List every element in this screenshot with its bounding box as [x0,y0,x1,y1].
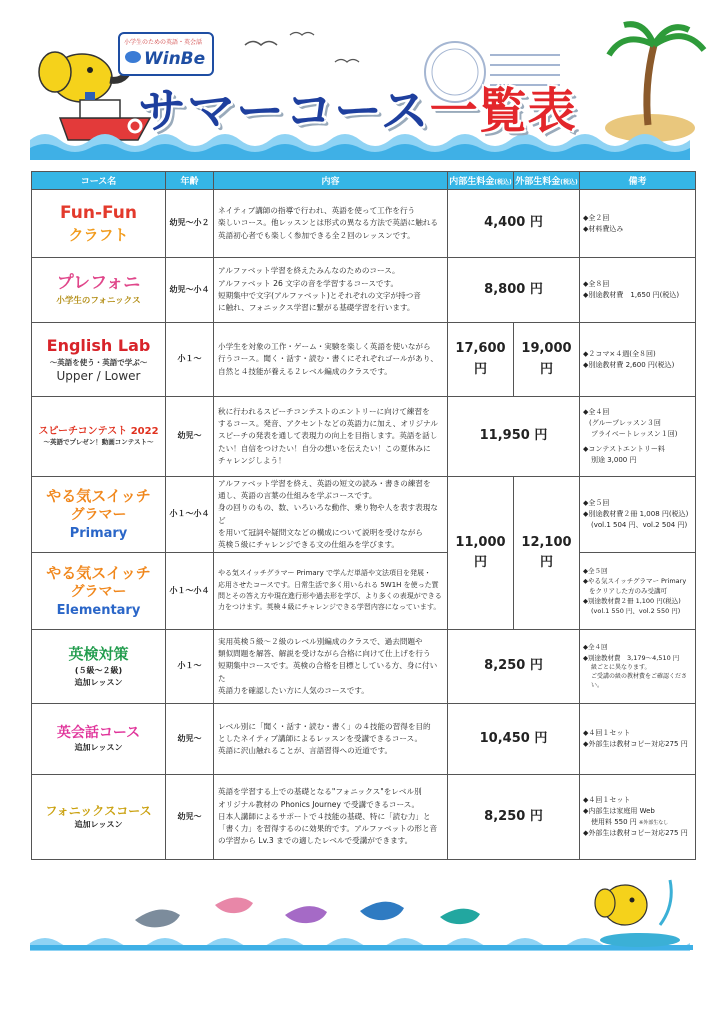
notes-cell: ◆全８回 ◆別途教材費 1,650 円(税込) [580,258,696,323]
page-header [0,0,723,165]
content-cell: 秋に行われるスピーチコンテストのエントリーに向けて練習を するコース。発音、アクセントなどの英語力に加え、オリジナル スピーチの発表を通して表現力の向上を目指します。英語を話し たい！自信をつけたい！自分の想いを伝えたい！この夏休みに チャレンジしよう！ [214,397,448,477]
course-name-cell: プレフォニ 小学生のフォニックス [32,258,166,323]
inner-price-cell: 11,000 円 [448,477,514,630]
content-cell: 小学生を対象の工作・ゲーム・実験を楽しく英語を使いながら 行うコース。聞く・話す・読む・書くにそれぞれゴールがあり、 自然と４技能が養える２レベル編成のクラスです。 [214,323,448,397]
title-main: サマーコース [138,83,430,139]
age-cell: 小１～ [166,630,214,704]
course-name-cell: フォニックスコース 追加レッスン [32,775,166,860]
notes-cell: ◆全５回 ◆やる気スイッチグラマー Primary をクリアした方のみ受講可 ◆別途教材費２冊 1,100 円(税込) (vol.1 550 円、vol.2 550 円) [580,553,696,630]
course-name-cell: English Lab ～英語を使う・英語で学ぶ～ Upper / Lower [32,323,166,397]
table-header-row [32,172,696,190]
outer-price-cell: 12,100 円 [514,477,580,630]
content-cell: レベル別に「聞く・話す・読む・書く」の４技能の習得を目的 としたネイティブ講師によるレッスンを受講できるコース。 英語に沢山触れることが、言語習得への近道です。 [214,704,448,775]
age-cell: 小１～小４ [166,477,214,553]
col-header-content: 内容 [214,172,448,190]
table-row [32,190,696,258]
table-row [32,258,696,323]
age-cell: 小１～ [166,323,214,397]
page-title [138,72,577,141]
winbe-logo [118,32,214,76]
age-cell: 幼児～小４ [166,258,214,323]
notes-cell: ◆全４回 ◆別途教材費 3,179～4,510 円 級ごとに異なります。 ご受講の級の教材費をご確認くださ い。 [580,630,696,704]
table-row [32,477,696,553]
notes-cell: ◆全２回 ◆材料費込み [580,190,696,258]
logo-mark-icon [125,51,141,63]
dolphin-icon [285,906,327,923]
col-header-inner-price: 内部生料金(税込) [448,172,514,190]
table-row [32,553,696,630]
seagull-icon [245,42,277,46]
dolphin-icon [360,902,404,920]
notes-cell: ◆全４回 (グループレッスン３回 プライベートレッスン１回) ◆コンテストエントリー料 別途 3,000 円 [580,397,696,477]
table-row [32,397,696,477]
price-cell: 10,450 円 [448,704,580,775]
seagull-icon [290,33,314,36]
palm-island-icon [605,24,704,142]
price-cell: 8,250 円 [448,630,580,704]
age-cell: 幼児～ [166,397,214,477]
course-table [31,171,696,860]
content-cell: アルファベット学習を終え、英語の短文の読み・書きの練習を 通し、英語の言葉の仕組みを学ぶコースです。 身の回りのもの、数、いろいろな動作、乗り物や人を表す表現など を用いて冠詞や疑問文などの構成について説明を受けながら 英検５級にチャレンジできる文の仕組みを学びます。 [214,477,448,553]
price-cell: 8,250 円 [448,775,580,860]
outer-price-cell: 19,000 円 [514,323,580,397]
course-name-cell: やる気スイッチ グラマー Elementary [32,553,166,630]
price-cell: 11,950 円 [448,397,580,477]
col-header-age: 年齢 [166,172,214,190]
course-name-cell: 英検対策 (５級～２級) 追加レッスン [32,630,166,704]
notes-cell: ◆２コマ×４週(全８回) ◆別途教材費 2,600 円(税込) [580,323,696,397]
age-cell: 幼児～小２ [166,190,214,258]
dolphin-icon [135,910,180,928]
content-cell: 実用英検５級～２級のレベル別編成のクラスで、過去問題や 類似問題を解答、解説を受けながら合格に向けて仕上げを行う 短期集中コースです。英検の合格を目標としている方、身に付いた 英語力を確認したい方に人気のコースです。 [214,630,448,704]
content-cell: アルファベット学習を終えたみんなのためのコース。 アルファベット 26 文字の音を学習するコースです。 短期集中で文字(アルファベット)とそれぞれの文字が持つ音 に触れ、フォニックス学習に繋がる基礎学習を行います。 [214,258,448,323]
notes-cell: ◆４回１セット ◆内部生は家庭用 Web 使用料 550 円 ※外部生なし ◆外部生は教材コピー対応275 円 [580,775,696,860]
table-row [32,775,696,860]
col-header-notes: 備考 [580,172,696,190]
course-name-cell: 英会話コース 追加レッスン [32,704,166,775]
table-row [32,323,696,397]
course-name-cell: スピーチコンテスト 2022 ～英語でプレゼン！動画コンテスト～ [32,397,166,477]
course-name-cell: やる気スイッチ グラマー Primary [32,477,166,553]
dolphin-icon [215,897,253,913]
course-name-cell: Fun-Fun クラフト [32,190,166,258]
notes-cell: ◆全５回 ◆別途教材費２冊 1,008 円(税込) (vol.1 504 円、vol.2 504 円) [580,477,696,553]
table-row [32,630,696,704]
content-cell: やる気スイッチグラマー Primary で学んだ単語や文法項目を発展・ 応用させたコースです。日常生活で多く用いられる 5W1H を使った質 問とその答え方や現在進行形や過去形を学び、より多くの表現ができる 力をつけます。英検４級にチャレンジできる学習内容になっています。 [214,553,448,630]
col-header-name: コース名 [32,172,166,190]
elephant-surfer-icon [595,880,680,947]
logo-tagline: 小学生のための英語・英会話 [124,39,203,46]
dolphin-icon [440,909,480,924]
age-cell: 幼児～ [166,775,214,860]
price-cell: 8,800 円 [448,258,580,323]
age-cell: 幼児～ [166,704,214,775]
content-cell: ネイティブ講師の指導で行われ、英語を使って工作を行う 楽しいコース。他レッスンとは形式の異なる方法で英語に触れる 英語初心者でも楽しく参加できる全２回のレッスンです。 [214,190,448,258]
title-highlight: 一覧表 [429,83,577,139]
notes-cell: ◆４回１セット ◆外部生は教材コピー対応275 円 [580,704,696,775]
col-header-outer-price: 外部生料金(税込) [514,172,580,190]
logo-text: WinBe [144,49,206,69]
seagull-icon [335,60,359,63]
elephant-mascot-icon [39,52,128,102]
table-row [32,704,696,775]
content-cell: 英語を学習する上での基礎となる"フォニックス"をレベル別 オリジナル教材の Phonics Journey で受講できるコース。 日本人講師によるサポートで４技能の基礎、特に「読む力」と 「書く力」を習得するのに効果的です。アルファベットの形と音 の学習から Lv.3 までの適したレベルで受講ができます。 [214,775,448,860]
footer-art [0,865,723,965]
inner-price-cell: 17,600 円 [448,323,514,397]
footer-decoration [0,865,723,965]
age-cell: 小１～小４ [166,553,214,630]
price-cell: 4,400 円 [448,190,580,258]
